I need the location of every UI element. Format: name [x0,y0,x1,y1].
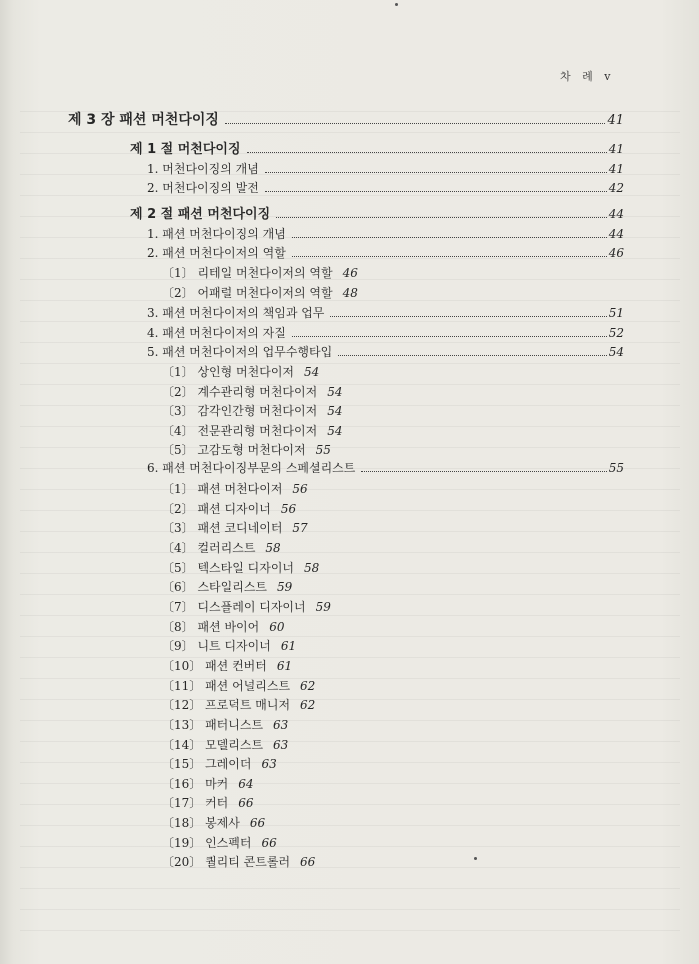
toc-subitem[interactable]: 〔2〕 패션 디자이너 56 [162,502,297,516]
toc-item[interactable]: 5. 패션 머천다이저의 업무수행타입 54 [147,345,624,359]
toc-subitem[interactable]: 〔1〕 패션 머천다이저 56 [162,482,308,496]
toc-section-2[interactable] [130,206,624,223]
scan-speck [395,3,398,6]
toc-subitem[interactable]: 〔19〕 인스펙터 66 [162,836,277,850]
toc-section-1[interactable] [130,141,624,158]
toc-subitem[interactable]: 〔5〕 고감도형 머천다이저 55 [162,443,331,457]
dot-leader [247,152,607,153]
toc-subitem[interactable]: 〔8〕 패션 바이어 60 [162,620,285,634]
toc-subitem[interactable]: 〔5〕 텍스타일 디자이너 58 [162,561,320,575]
toc-subitem[interactable]: 〔2〕 어패럴 머천다이저의 역할 48 [162,286,358,300]
toc-section-title: 제 1 절 머천다이징 [130,142,241,157]
toc-subitem[interactable]: 〔11〕 패션 어널리스트 62 [162,679,316,693]
toc-chapter-3[interactable] [68,112,624,129]
toc-subitem[interactable]: 〔15〕 그레이더 63 [162,757,277,771]
toc-page-number: 41 [607,113,624,128]
toc-subitem[interactable]: 〔10〕 패션 컨버터 61 [162,659,293,673]
scan-speck [474,857,477,860]
toc-item[interactable]: 3. 패션 머천다이저의 책임과 업무 51 [147,306,624,320]
toc-subitem[interactable]: 〔3〕 감각인간형 머천다이저 54 [162,404,343,418]
toc-subitem[interactable]: 〔12〕 프로덕트 매니저 62 [162,698,316,712]
toc-subitem[interactable]: 〔9〕 니트 디자이너 61 [162,639,297,653]
toc-subitem[interactable]: 〔1〕 상인형 머천다이저 54 [162,365,320,379]
toc-section-title: 제 2 절 패션 머천다이징 [130,207,271,222]
toc-item[interactable]: 2. 패션 머천다이저의 역할 46 [147,246,624,260]
toc-page-number: 41 [608,142,624,156]
toc-item[interactable]: 4. 패션 머천다이저의 자질 52 [147,326,624,340]
toc-item[interactable]: 1. 머천다이징의 개념 41 [147,162,624,176]
toc-chapter-title: 제 3 장 패션 머천다이징 [68,112,219,128]
toc-subitem[interactable]: 〔2〕 계수관리형 머천다이저 54 [162,385,343,399]
toc-subitem[interactable]: 〔14〕 모델리스트 63 [162,738,289,752]
toc-item[interactable]: 1. 패션 머천다이징의 개념 44 [147,227,624,241]
toc-subitem[interactable]: 〔17〕 커터 66 [162,796,254,810]
toc-subitem[interactable]: 〔4〕 전문관리형 머천다이저 54 [162,424,343,438]
toc-page-number: 44 [608,207,624,221]
toc-subitem[interactable]: 〔20〕 퀄리티 콘트롤러 66 [162,855,316,869]
toc-subitem[interactable]: 〔4〕 컬러리스트 58 [162,541,281,555]
running-header: 차 례 v [560,70,615,83]
toc-subitem[interactable]: 〔3〕 패션 코디네이터 57 [162,521,308,535]
toc-subitem[interactable]: 〔13〕 패터니스트 63 [162,718,289,732]
toc-subitem[interactable]: 〔16〕 마커 64 [162,777,254,791]
toc-subitem[interactable]: 〔6〕 스타일리스트 59 [162,580,293,594]
dot-leader [276,217,607,218]
toc-subitem[interactable]: 〔18〕 봉제사 66 [162,816,266,830]
dot-leader [265,191,607,192]
toc-subitem[interactable]: 〔7〕 디스플레이 디자이너 59 [162,600,331,614]
toc-item[interactable]: 6. 패션 머천다이징부문의 스페셜리스트 55 [147,461,624,475]
dot-leader [265,172,607,173]
toc-subitem[interactable]: 〔1〕 리테일 머천다이저의 역할 46 [162,266,358,280]
dot-leader [225,123,606,124]
toc-item[interactable]: 2. 머천다이징의 발전 42 [147,181,624,195]
